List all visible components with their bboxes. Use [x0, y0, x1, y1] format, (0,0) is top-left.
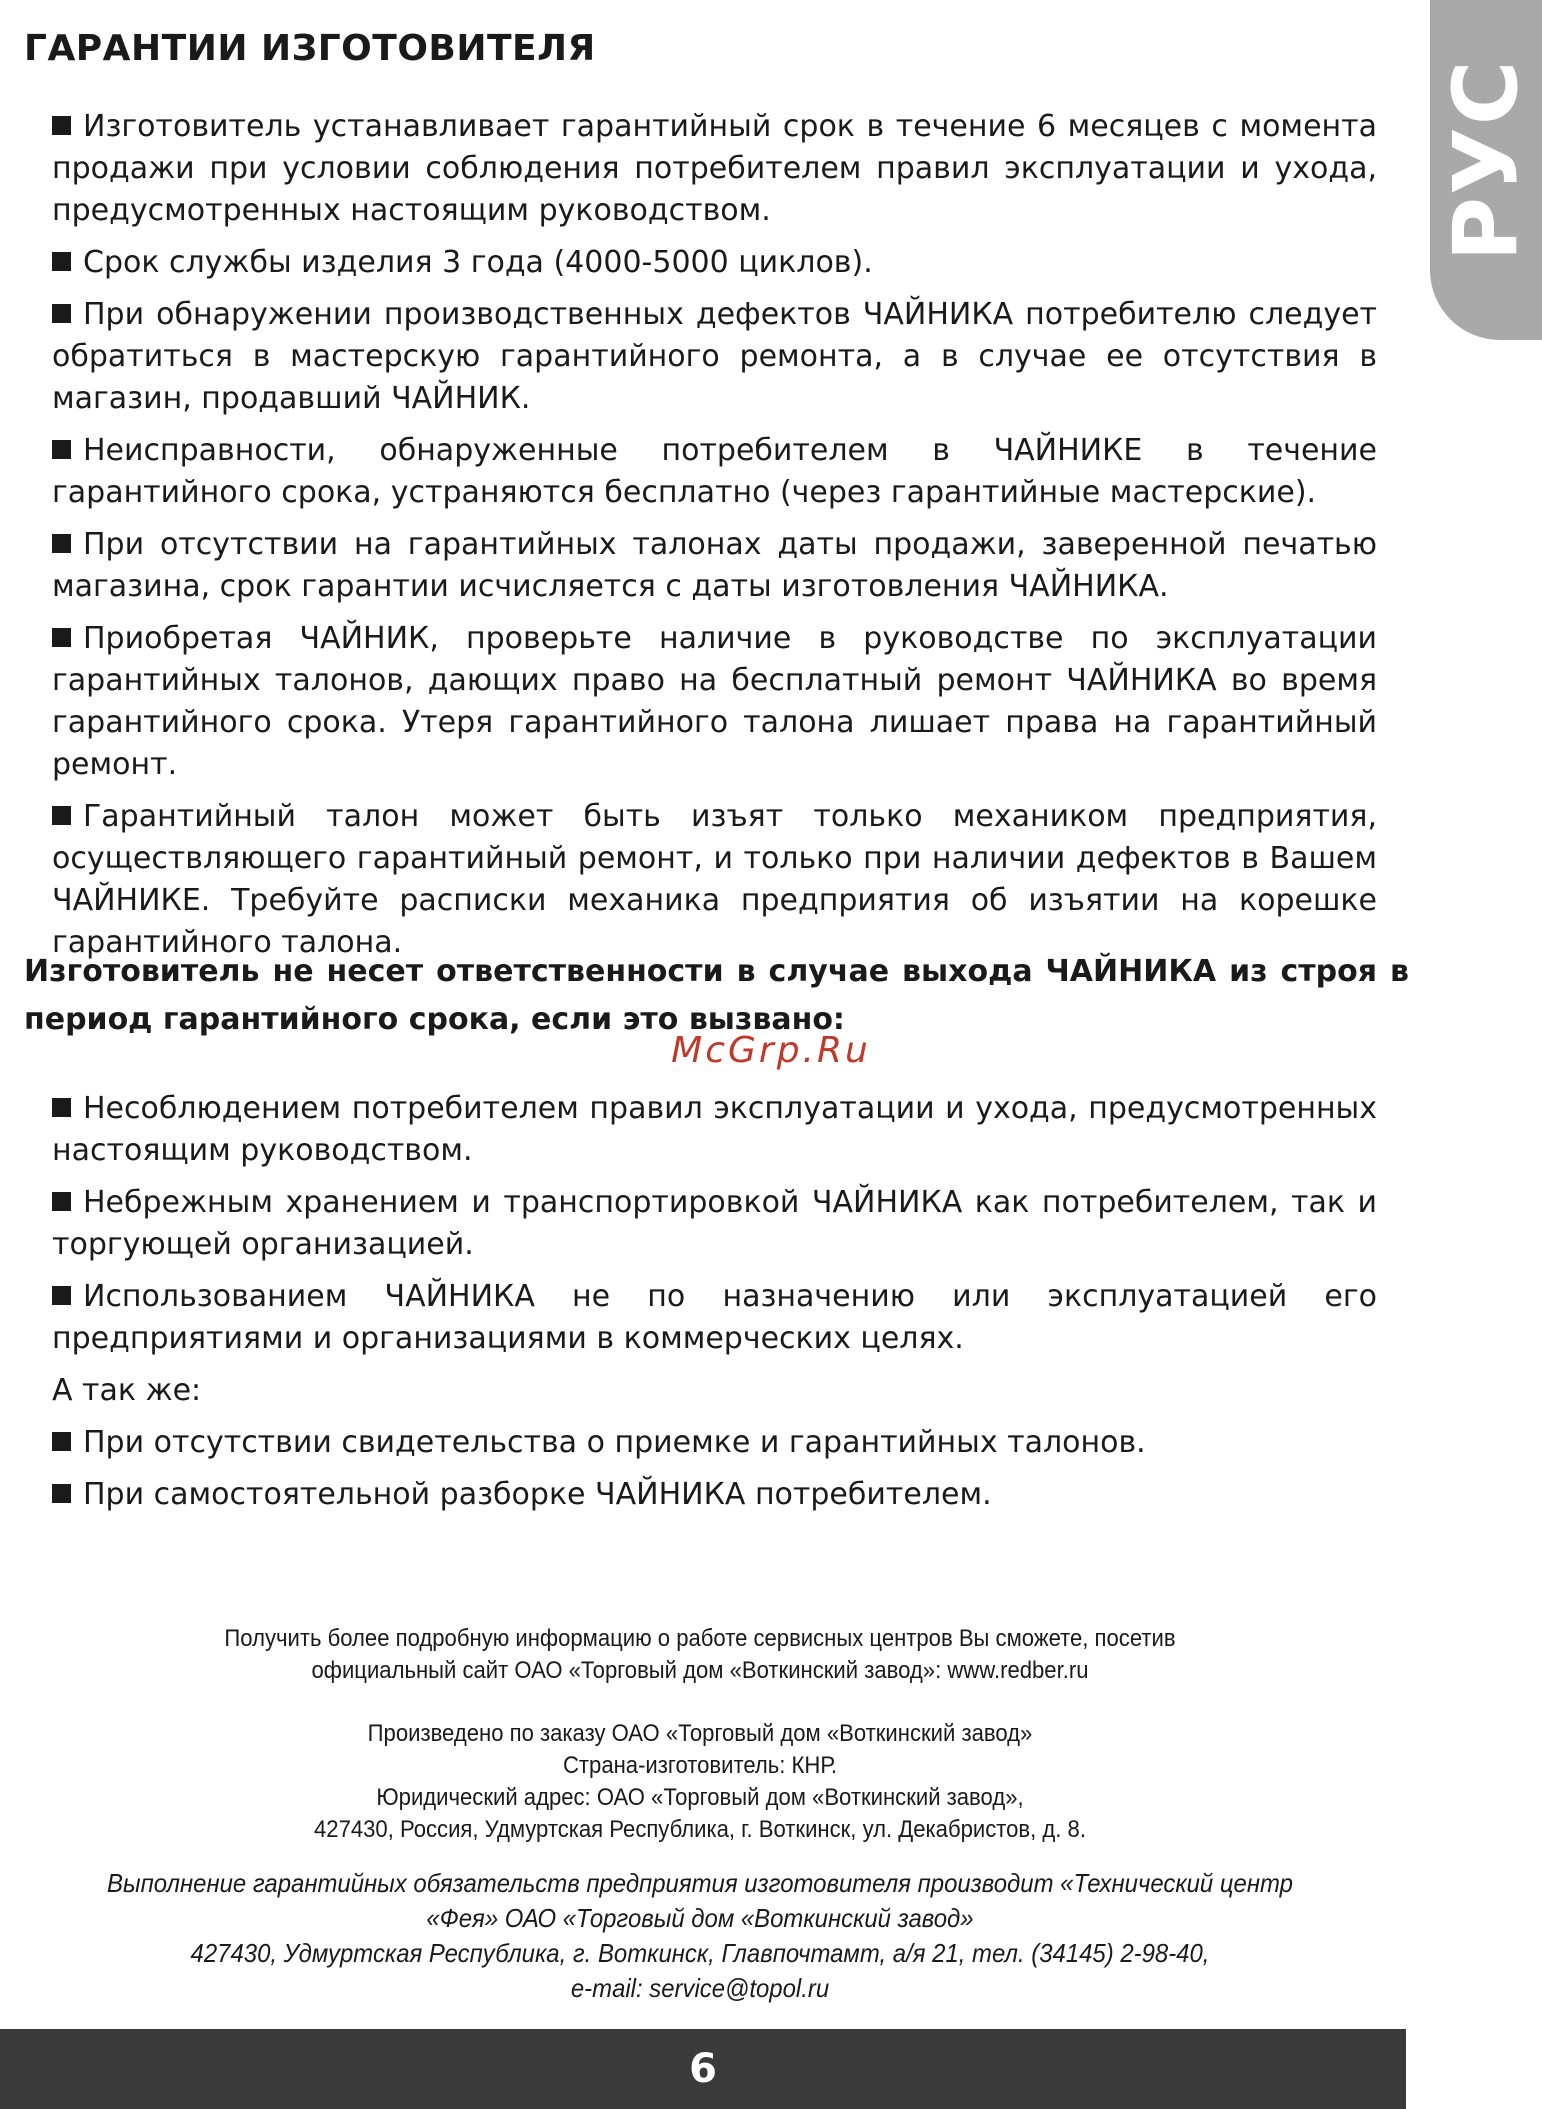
bullet-square-icon [52, 304, 71, 323]
bullet-square-icon [52, 628, 71, 647]
bullet-square-icon [52, 534, 71, 553]
liability-list [52, 1088, 1377, 1526]
warranty-item: При отсутствии на гарантийных талонах даты продажи, заверенной печатью магазина, срок гарантии исчисляется с даты изготовления ЧАЙНИКА. [52, 527, 1377, 604]
warranty-service-info [56, 1866, 1344, 2006]
liability-item: Несоблюдением потребителем правил эксплуатации и ухода, предусмотренных настоящим руководством. [52, 1091, 1377, 1168]
bullet-square-icon [52, 1432, 71, 1451]
manufacturer-line: Произведено по заказу ОАО «Торговый дом «Воткинский завод» [367, 1720, 1033, 1747]
also-item: При отсутствии свидетельства о приемке и гарантийных талонов. [52, 1422, 1377, 1464]
language-tab [1430, 0, 1542, 340]
warranty-service-line: 427430, Удмуртская Республика, г. Воткинск, Главпочтамт, а/я 21, тел. (34145) 2-98-40, [190, 1938, 1210, 1968]
manufacturer-line: Страна-изготовитель: КНР. [562, 1752, 838, 1779]
warranty-item: Изготовитель устанавливает гарантийный срок в течение 6 месяцев с момента продажи при условии соблюдения потребителем правил эксплуатации и ухода, предусмотренных настоящим руководством. [52, 109, 1377, 228]
liability-heading: Изготовитель не несет ответственности в случае выхода ЧАЙНИКА из строя в период гарантийного срока, если это вызвано: [24, 954, 1409, 1037]
manufacturer-line: 427430, Россия, Удмуртская Республика, г. Воткинск, ул. Декабристов, д. 8. [314, 1816, 1086, 1843]
warranty-item: Срок службы изделия 3 года (4000-5000 циклов). [52, 242, 1377, 284]
warranty-item: Неисправности, обнаруженные потребителем в ЧАЙНИКЕ в течение гарантийного срока, устраняются бесплатно (через гарантийные мастерские). [52, 433, 1377, 510]
liability-item: Небрежным хранением и транспортировкой ЧАЙНИКА как потребителем, так и торгующей организацией. [52, 1185, 1377, 1262]
service-info-line: Получить более подробную информацию о работе сервисных центров Вы сможете, посетив [224, 1625, 1176, 1652]
also-item: При самостоятельной разборке ЧАЙНИКА потребителем. [52, 1474, 1377, 1516]
liability-item: Использованием ЧАЙНИКА не по назначению или эксплуатацией его предприятиями и организациями в коммерческих целях. [52, 1279, 1377, 1356]
bullet-square-icon [52, 1484, 71, 1503]
manufacturer-info [56, 1718, 1344, 1846]
warranty-item: Гарантийный талон может быть изъят только механиком предприятия, осуществляющего гарантийный ремонт, и только при наличии дефектов в Вашем ЧАЙНИКЕ. Требуйте расписки механика предприятия об изъятии на корешке гарантийного талона. [52, 799, 1377, 960]
watermark: McGrp.Ru [671, 1030, 871, 1071]
bullet-square-icon [52, 252, 71, 271]
page-number: 6 [689, 2046, 717, 2092]
manufacturer-line: Юридический адрес: ОАО «Торговый дом «Воткинский завод», [376, 1784, 1024, 1811]
bullet-square-icon [52, 1192, 71, 1211]
service-info-line: официальный сайт ОАО «Торговый дом «Воткинский завод»: www.redber.ru [311, 1657, 1089, 1684]
warranty-service-line: e-mail: service@topol.ru [570, 1973, 830, 2003]
bullet-square-icon [52, 440, 71, 459]
language-tab-label: РУС [1434, 58, 1538, 262]
warranty-service-line: «Фея» ОАО «Торговый дом «Воткинский завод» [426, 1903, 974, 1933]
warranty-item: При обнаружении производственных дефектов ЧАЙНИКА потребителю следует обратиться в мастерскую гарантийного ремонта, а в случае ее отсутствия в магазин, продавший ЧАЙНИК. [52, 297, 1377, 416]
bullet-square-icon [52, 1098, 71, 1117]
service-info [56, 1623, 1344, 1687]
also-label: А так же: [52, 1373, 202, 1408]
bullet-square-icon [52, 1286, 71, 1305]
bullet-square-icon [52, 116, 71, 135]
bullet-square-icon [52, 806, 71, 825]
warranty-list [52, 106, 1377, 974]
warranty-service-line: Выполнение гарантийных обязательств предприятия изготовителя производит «Технический центр [107, 1868, 1293, 1898]
page-number-bar [0, 2029, 1406, 2109]
warranty-item: Приобретая ЧАЙНИК, проверьте наличие в руководстве по эксплуатации гарантийных талонов, дающих право на бесплатный ремонт ЧАЙНИКА во время гарантийного срока. Утеря гарантийного талона лишает права на гарантийный ремонт. [52, 621, 1377, 782]
page-title: ГАРАНТИИ ИЗГОТОВИТЕЛЯ [24, 28, 596, 69]
